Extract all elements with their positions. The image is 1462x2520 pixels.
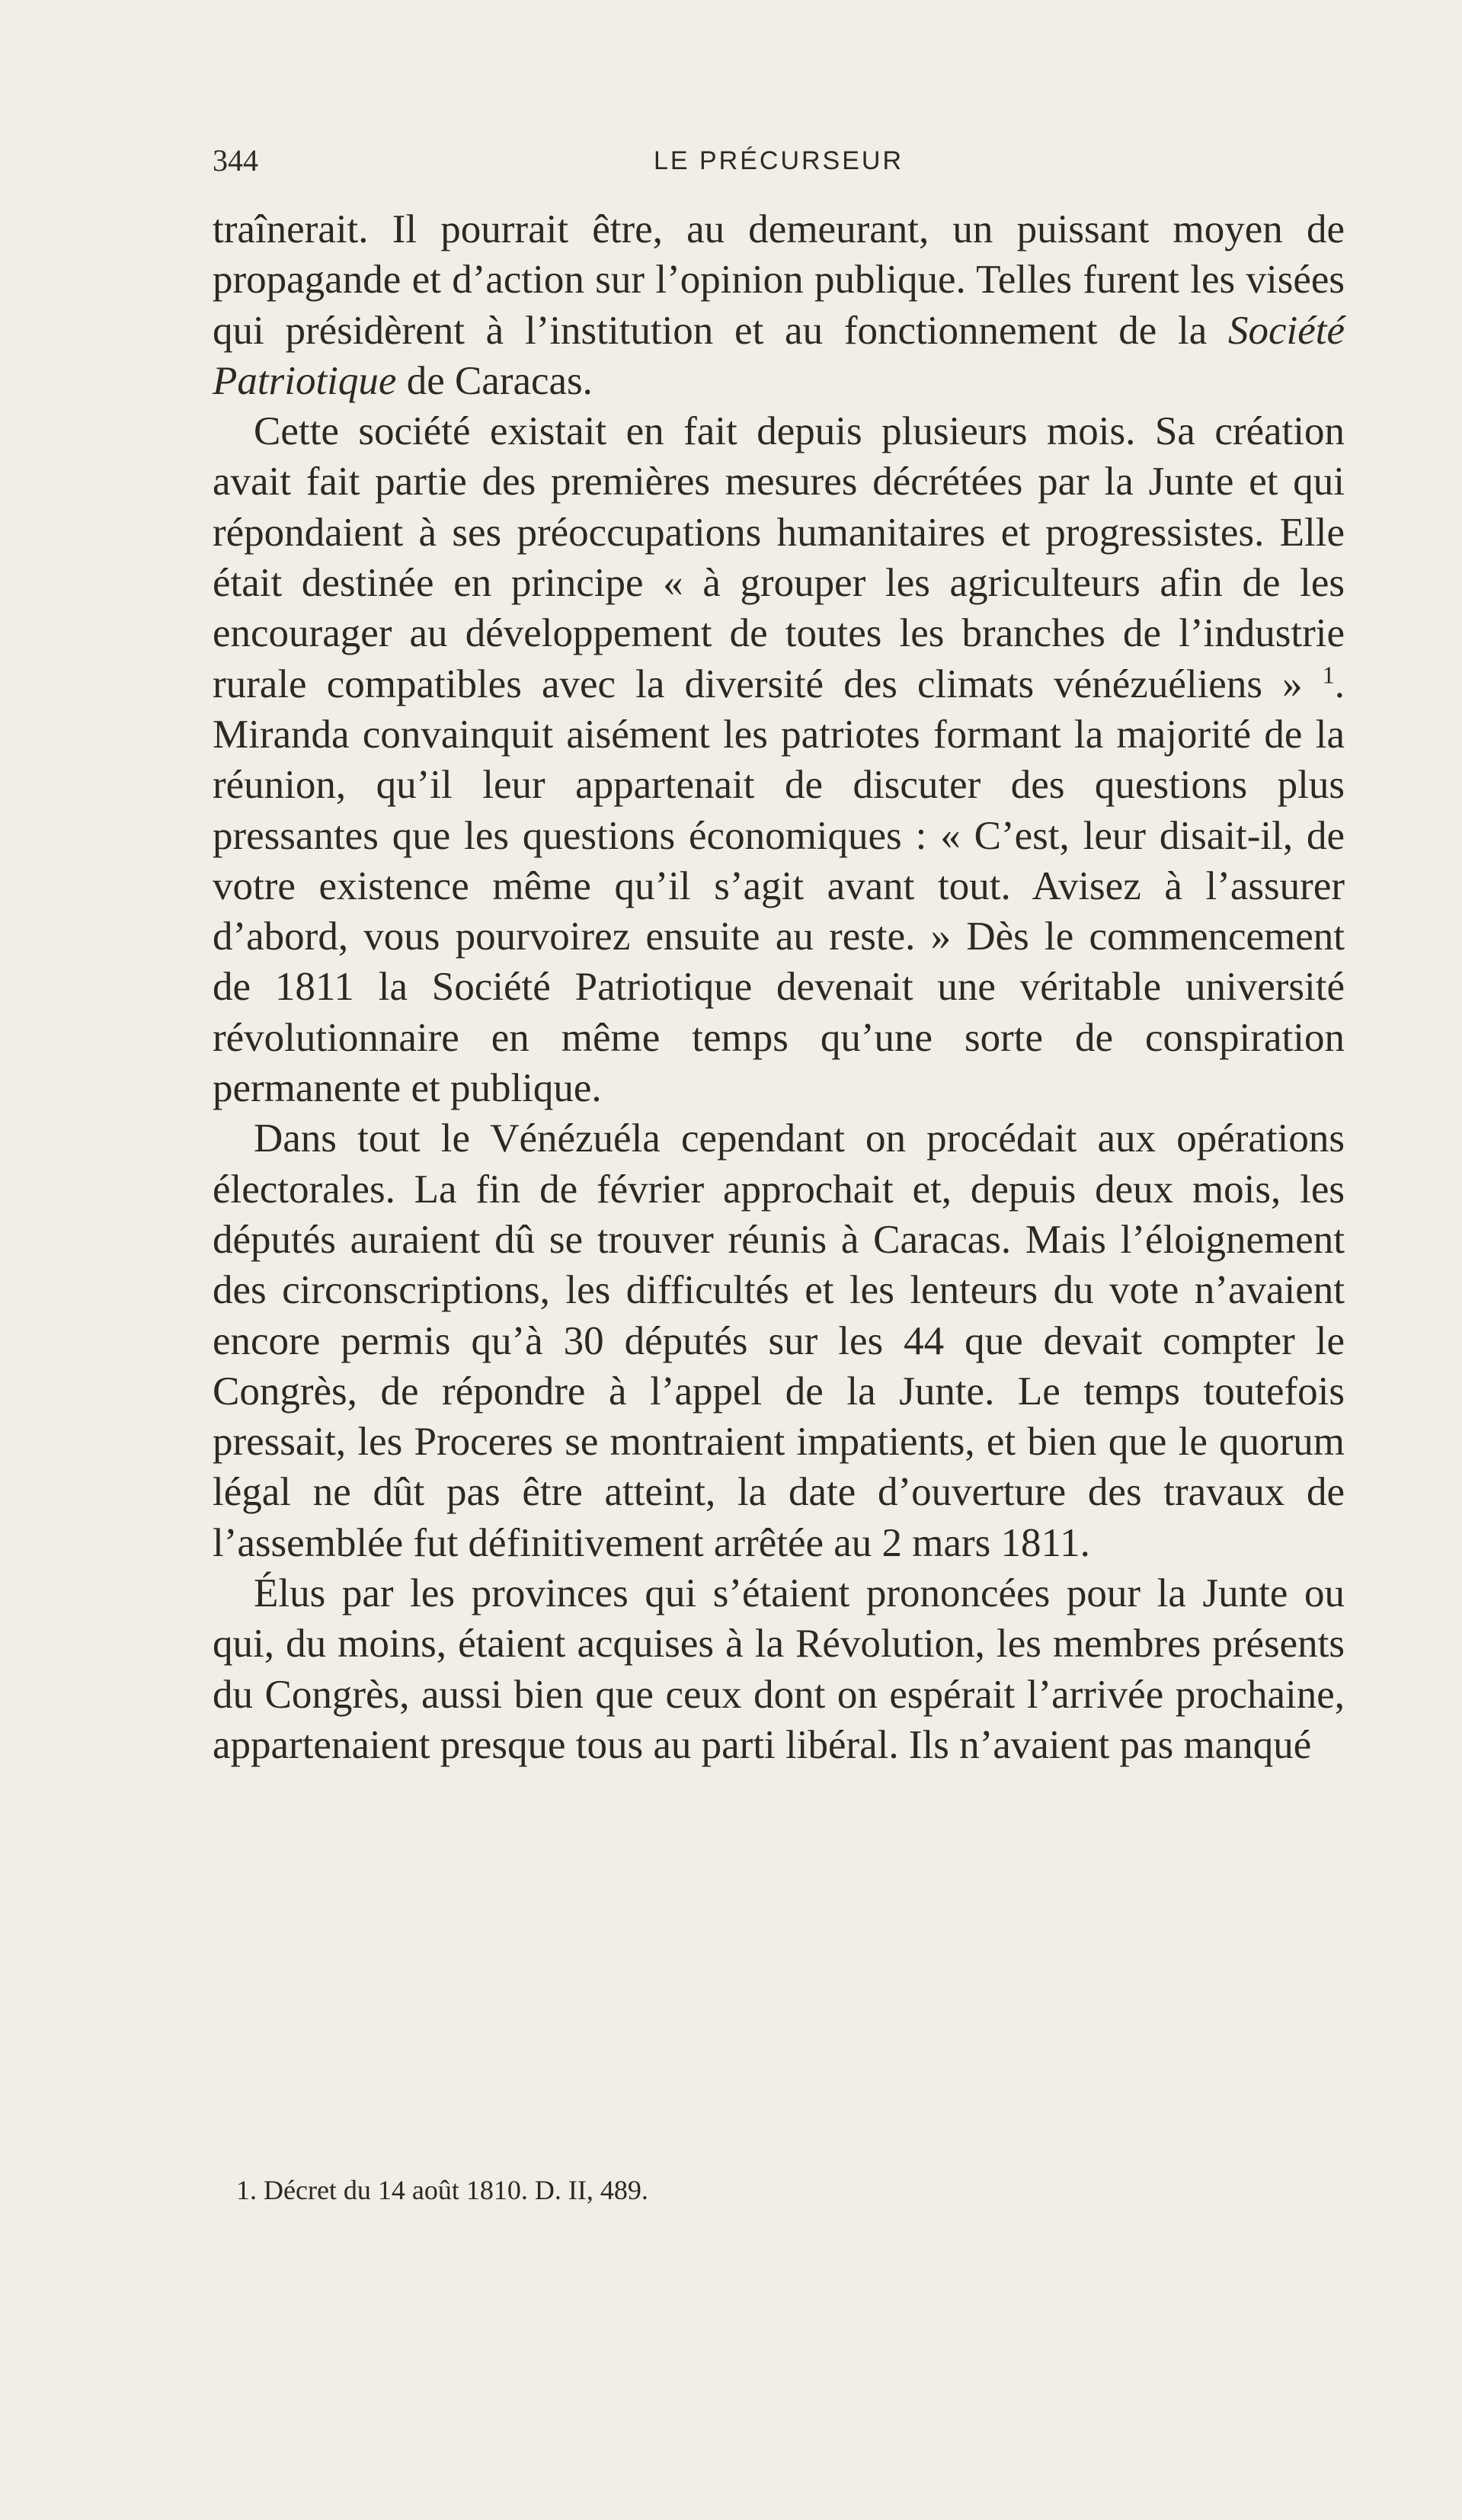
running-title: LE PRÉCURSEUR [653, 146, 904, 175]
body-text [213, 204, 1345, 1770]
paragraph-1-text: traînerait. Il pourrait être, au demeurant, un puissant moyen de propagande et d’action sur l’opinion publique. Telles furent les visées qui présidèrent à l’institution et au fonctionnement de la [213, 207, 1345, 353]
page-header [213, 141, 1345, 181]
paragraph-4: Élus par les provinces qui s’étaient prononcées pour la Junte ou qui, du moins, étaient acquises à la Révolution, les membres présents du Congrès, aussi bien que ceux dont on espérait l’arrivée prochaine, appartenaient presque tous au parti libéral. Ils n’avaient pas manqué [213, 1571, 1345, 1767]
paragraph-2-text: Cette société existait en fait depuis plusieurs mois. Sa création avait fait partie des premières mesures décrétées par la Junte et qui répondaient à ses préoccupations humanitaires et progressistes. Elle était destinée en principe « à grouper les agriculteurs afin de les encourager au développement de toutes les branches de l’industrie rurale compatibles avec la diversité des climats vénézuéliens » [213, 409, 1345, 706]
footnote-reference: 1 [1322, 661, 1335, 689]
society-name: Société Patriotique [213, 308, 1345, 403]
footnote: 1. Décret du 14 août 1810. D. II, 489. [236, 2175, 648, 2205]
paragraph-1 [213, 204, 1345, 406]
page-number: 344 [213, 143, 258, 178]
paragraph-2 [213, 406, 1345, 1113]
paragraph-3: Dans tout le Vénézuéla cependant on procédait aux opérations électorales. La fin de février approchait et, depuis deux mois, les députés auraient dû se trouver réunis à Caracas. Mais l’éloignement des circonscriptions, les difficultés et les lenteurs du vote n’avaient encore permis qu’à 30 députés sur les 44 que devait compter le Congrès, de répondre à l’appel de la Junte. Le temps toutefois pressait, les Proceres se montraient impatients, et bien que le quorum légal ne dût pas être atteint, la date d’ouverture des travaux de l’assemblée fut définitivement arrêtée au 2 mars 1811. [213, 1116, 1345, 1565]
paragraph-1-end: de Caracas. [396, 358, 593, 403]
paragraph-2-end: . Miranda convainquit aisément les patriotes formant la majorité de la réunion, qu’il leur appartenait de discuter des questions plus pressantes que les questions économiques : « C’est, leur disait-il, de votre existence même qu’il s’agit avant tout. Avisez à l’assurer d’abord, vous pourvoirez ensuite au reste. » Dès le commencement de 1811 la Société Patriotique devenait une véritable université révolutionnaire en même temps qu’une sorte de conspiration permanente et publique. [213, 661, 1345, 1111]
